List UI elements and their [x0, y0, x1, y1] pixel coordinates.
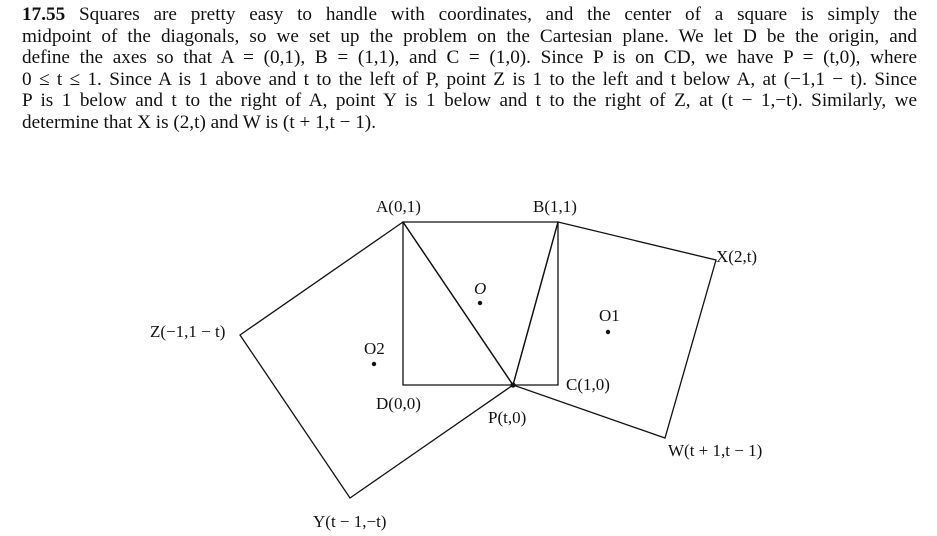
problem-line-2: midpoint of the diagonals, so we set up the problem on the Cartesian plane. We let D be the origin, and: [22, 25, 917, 47]
point-o2: [372, 362, 376, 366]
label-a: A(0,1): [376, 197, 421, 216]
label-c: C(1,0): [566, 375, 610, 394]
label-b: B(1,1): [533, 197, 577, 216]
label-o2: O2: [364, 339, 385, 358]
problem-number: 17.55: [22, 4, 66, 25]
problem-line-6: determine that X is (2,t) and W is (t + 1,t − 1).: [22, 111, 376, 133]
label-d: D(0,0): [376, 394, 421, 413]
label-z: Z(−1,1 − t): [150, 322, 226, 341]
point-o1: [606, 330, 610, 334]
square-apyz: [240, 222, 513, 498]
segment-bp: [513, 222, 558, 385]
problem-line-3: define the axes so that A = (0,1), B = (1,1), and C = (1,0). Since P is on CD, we have P = (t,0), where: [22, 47, 917, 68]
problem-line-4: 0 ≤ t ≤ 1. Since A is 1 above and t to the left of P, point Z is 1 to the left and t below A, at (−1,1 − t). Since: [22, 68, 917, 90]
label-y: Y(t − 1,−t): [313, 512, 387, 531]
square-bxwp: [513, 222, 716, 438]
label-w: W(t + 1,t − 1): [668, 441, 763, 460]
label-o: O: [474, 279, 487, 298]
label-p: P(t,0): [488, 408, 527, 427]
label-o1: O1: [599, 306, 620, 325]
point-o: [478, 301, 482, 305]
point-p: [510, 382, 515, 387]
label-x: X(2,t): [716, 247, 758, 266]
segment-ap: [403, 222, 513, 385]
problem-line-5: P is 1 below and t to the right of A, point Y is 1 below and t to the right of Z, at (t − 1,−t). Similarly, we: [22, 90, 917, 111]
problem-line-1: 17.55 Squares are pretty easy to handle with coordinates, and the center of a square is simply the: [22, 4, 917, 25]
